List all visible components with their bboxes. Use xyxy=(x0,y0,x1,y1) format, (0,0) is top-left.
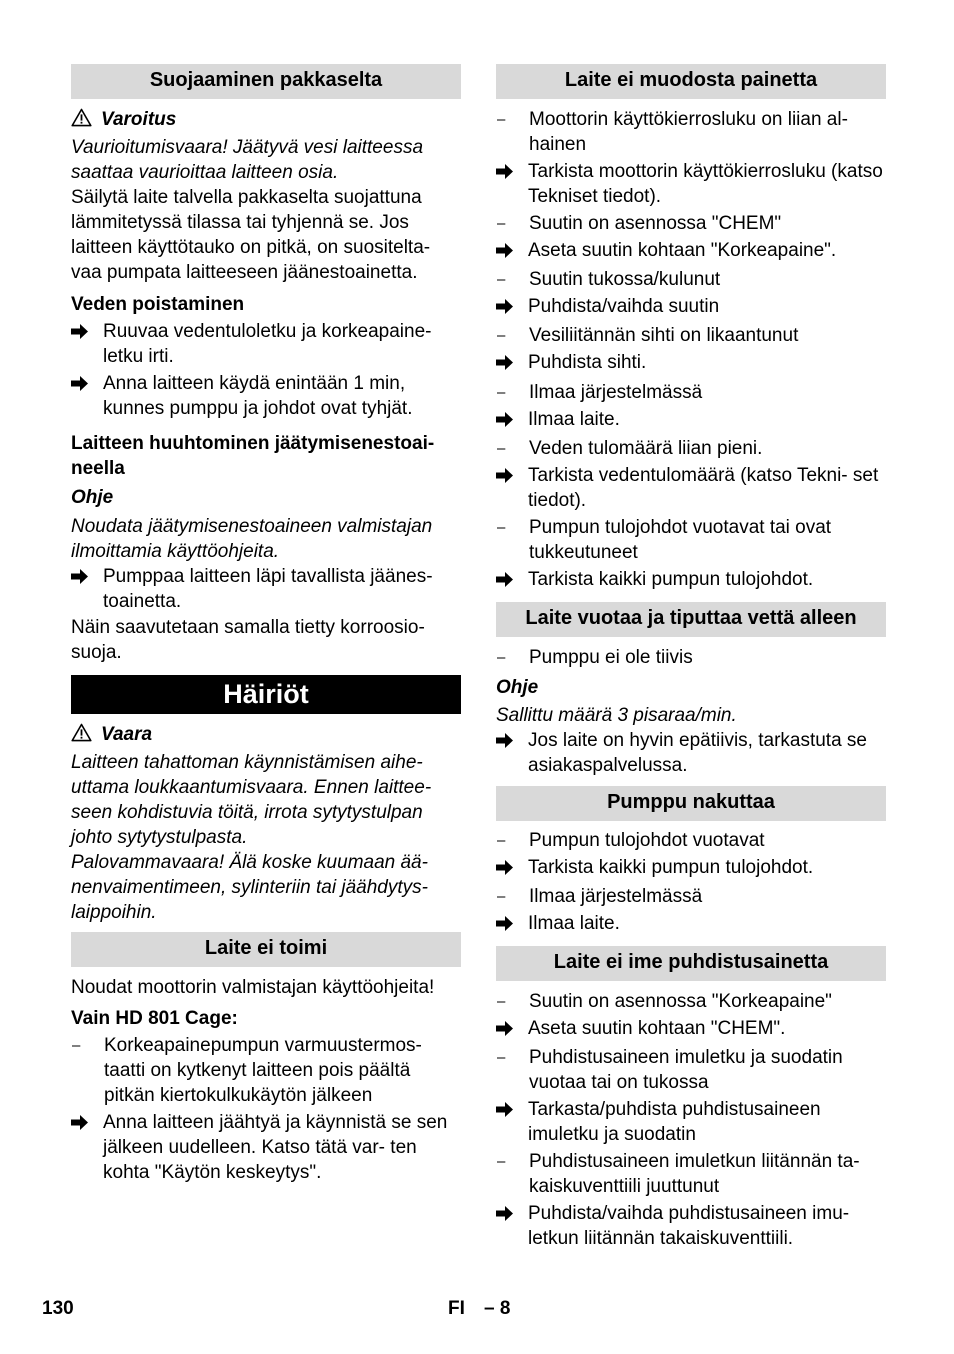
paragraph: Säilytä laite talvella pakkaselta suojattuna lämmitetyssä tilassa tai tyhjennä se. Jos laitteen käyttötauko on pitkä, on suositelta- vaa pumpata laitteeseen jäänestoainetta. xyxy=(71,187,431,283)
cause-text: Pumppu ei ole tiivis xyxy=(529,647,693,668)
note-paragraph: Noudata jäätymisenestoaineen valmistajan ilmoittamia käyttöohjeita. xyxy=(71,516,433,562)
left-column xyxy=(71,64,461,1185)
fault-cause xyxy=(496,828,886,853)
action-step xyxy=(71,371,461,421)
arrow-right-icon xyxy=(496,728,528,778)
action-step xyxy=(496,911,886,938)
paragraph: Noudat moottorin valmistajan käyttöohjeita! xyxy=(71,977,435,998)
note-paragraph: Palovammavaara! Älä koske kuumaan ää- nenvaimentimeen, sylinteriin tai jäähdytys- laippoihin. xyxy=(71,852,428,923)
dash-bullet-icon: – xyxy=(72,1037,81,1054)
arrow-right-icon xyxy=(71,1110,103,1185)
step-text: Puhdista/vaihda suutin xyxy=(528,296,720,317)
chapter-heading: Häiriöt xyxy=(71,675,461,714)
fault-cause xyxy=(496,645,886,670)
arrow-right-icon xyxy=(496,1016,528,1043)
warning-triangle-icon xyxy=(71,724,101,745)
cause-text: Suutin tukossa/kulunut xyxy=(529,269,721,290)
arrow-right-icon xyxy=(496,855,528,882)
fault-cause xyxy=(496,436,886,461)
dash-bullet-icon: – xyxy=(497,215,506,232)
step-text: Ilmaa laite. xyxy=(528,409,620,430)
language-code: FI xyxy=(448,1298,465,1319)
fault-cause xyxy=(496,1045,886,1095)
note-label: Ohje xyxy=(71,487,114,508)
cause-text: Suutin on asennossa "Korkeapaine" xyxy=(529,991,832,1012)
cause-text: Puhdistusaineen imuletku ja suodatin vuotaa tai on tukossa xyxy=(529,1047,843,1093)
cause-text: Korkeapainepumpun varmuustermos- taatti on kytkenyt laitteen pois päältä pitkän kiertokulkukäytön jälkeen xyxy=(104,1035,422,1106)
arrow-right-icon xyxy=(496,350,528,377)
warning-triangle-icon xyxy=(71,109,101,130)
step-text: Tarkista kaikki pumpun tulojohdot. xyxy=(528,569,814,590)
dash-bullet-icon: – xyxy=(497,384,506,401)
step-text: Ilmaa laite. xyxy=(528,913,620,934)
section-heading: Laite ei toimi xyxy=(71,932,461,967)
fault-cause xyxy=(496,211,886,236)
step-text: Jos laite on hyvin epätiivis, tarkastuta se asiakaspalvelussa. xyxy=(528,730,868,776)
arrow-right-icon xyxy=(496,238,528,265)
cause-text: Ilmaa järjestelmässä xyxy=(529,382,703,403)
fault-cause xyxy=(496,515,886,565)
subheading: Veden poistaminen xyxy=(71,294,245,315)
step-text: Tarkista vedentulomäärä (katso Tekni- set tiedot). xyxy=(528,465,879,511)
note-paragraph: Sallittu määrä 3 pisaraa/min. xyxy=(496,705,737,726)
paragraph: Näin saavutetaan samalla tietty korroosio- suoja. xyxy=(71,617,425,663)
step-text: Aseta suutin kohtaan "Korkeapaine". xyxy=(528,240,837,261)
step-text: Aseta suutin kohtaan "CHEM". xyxy=(528,1018,786,1039)
arrow-right-icon xyxy=(496,463,528,513)
fault-cause xyxy=(496,323,886,348)
action-step xyxy=(496,1201,886,1251)
arrow-right-icon xyxy=(496,567,528,594)
step-text: Anna laitteen jäähtyä ja käynnistä se sen jälkeen uudelleen. Katso tätä var- ten kohta "Käytön keskeytys". xyxy=(103,1112,448,1183)
section-heading: Laite ei ime puhdistusainetta xyxy=(496,946,886,981)
note-label: Ohje xyxy=(496,677,539,698)
fault-cause xyxy=(496,884,886,909)
dash-bullet-icon: – xyxy=(497,440,506,457)
cause-text: Ilmaa järjestelmässä xyxy=(529,886,703,907)
fault-cause xyxy=(496,107,886,157)
fault-cause xyxy=(496,380,886,405)
fault-cause xyxy=(496,267,886,292)
dash-bullet-icon: – xyxy=(497,111,506,128)
dash-bullet-icon: – xyxy=(497,271,506,288)
warning-label xyxy=(71,722,461,747)
dash-bullet-icon: – xyxy=(497,1049,506,1066)
step-text: Tarkista kaikki pumpun tulojohdot. xyxy=(528,857,814,878)
cause-text: Pumpun tulojohdot vuotavat tai ovat tukkeutuneet xyxy=(529,517,832,563)
step-text: Ruuvaa vedentuloletku ja korkeapaine- letku irti. xyxy=(103,321,432,367)
action-step xyxy=(496,1016,886,1043)
subheading: Vain HD 801 Cage: xyxy=(71,1008,238,1029)
action-step xyxy=(496,407,886,434)
action-step xyxy=(496,728,886,778)
arrow-right-icon xyxy=(71,319,103,369)
section-heading: Pumppu nakuttaa xyxy=(496,786,886,821)
section-heading: Suojaaminen pakkaselta xyxy=(71,64,461,99)
step-text: Puhdista/vaihda puhdistusaineen imu- letkun liitännän takaiskuventtiili. xyxy=(528,1203,850,1249)
action-step xyxy=(496,855,886,882)
warning-text: Varoitus xyxy=(101,109,177,130)
action-step xyxy=(496,294,886,321)
action-step xyxy=(496,350,886,377)
page-number: 130 xyxy=(42,1298,74,1319)
note-paragraph: Laitteen tahattoman käynnistämisen aihe- uttama loukkaantumisvaara. Ennen laittee- seen kohdistuvia töitä, irrota sytytystulpan johto sytytystulpasta. xyxy=(71,752,432,848)
action-step xyxy=(71,1110,461,1185)
action-step xyxy=(496,238,886,265)
cause-text: Moottorin käyttökierrosluku on liian al- hainen xyxy=(529,109,848,155)
action-step xyxy=(496,1097,886,1147)
cause-text: Veden tulomäärä liian pieni. xyxy=(529,438,763,459)
arrow-right-icon xyxy=(71,564,103,614)
section-heading: Laite vuotaa ja tiputtaa vettä alleen xyxy=(496,602,886,637)
arrow-right-icon xyxy=(71,371,103,421)
arrow-right-icon xyxy=(496,1201,528,1251)
arrow-right-icon xyxy=(496,407,528,434)
action-step xyxy=(496,567,886,594)
dash-bullet-icon: – xyxy=(497,649,506,666)
arrow-right-icon xyxy=(496,294,528,321)
step-text: Tarkista moottorin käyttökierrosluku (katso Tekniset tiedot). xyxy=(528,161,883,207)
dash-bullet-icon: – xyxy=(497,1153,506,1170)
fault-cause xyxy=(496,989,886,1014)
action-step xyxy=(71,564,461,614)
dash-bullet-icon: – xyxy=(497,832,506,849)
subheading: Laitteen huuhtominen jäätymisenestoai- neella xyxy=(71,433,435,479)
fault-cause xyxy=(71,1033,461,1108)
cause-text: Puhdistusaineen imuletkun liitännän ta- kaiskuventtiili juuttunut xyxy=(529,1151,860,1197)
cause-text: Suutin on asennossa "CHEM" xyxy=(529,213,782,234)
arrow-right-icon xyxy=(496,1097,528,1147)
cause-text: Vesiliitännän sihti on likaantunut xyxy=(529,325,799,346)
dash-bullet-icon: – xyxy=(497,993,506,1010)
right-column xyxy=(496,64,886,1251)
warning-text: Vaara xyxy=(101,724,153,745)
warning-label xyxy=(71,107,461,132)
step-text: Pumppaa laitteen läpi tavallista jäänes- toainetta. xyxy=(103,566,433,612)
dash-bullet-icon: – xyxy=(497,327,506,344)
step-text: Anna laitteen käydä enintään 1 min, kunnes pumppu ja johdot ovat tyhjät. xyxy=(103,373,413,419)
arrow-right-icon xyxy=(496,911,528,938)
step-text: Tarkasta/puhdista puhdistusaineen imuletku ja suodatin xyxy=(528,1099,821,1145)
dash-bullet-icon: – xyxy=(497,888,506,905)
section-heading: Laite ei muodosta painetta xyxy=(496,64,886,99)
dash-bullet-icon: – xyxy=(497,519,506,536)
section-page-number: – 8 xyxy=(484,1298,511,1319)
fault-cause xyxy=(496,1149,886,1199)
arrow-right-icon xyxy=(496,159,528,209)
cause-text: Pumpun tulojohdot vuotavat xyxy=(529,830,765,851)
step-text: Puhdista sihti. xyxy=(528,352,647,373)
note-paragraph: Vaurioitumisvaara! Jäätyvä vesi laitteessa saattaa vaurioittaa laitteen osia. xyxy=(71,137,424,183)
action-step xyxy=(496,159,886,209)
action-step xyxy=(496,463,886,513)
action-step xyxy=(71,319,461,369)
